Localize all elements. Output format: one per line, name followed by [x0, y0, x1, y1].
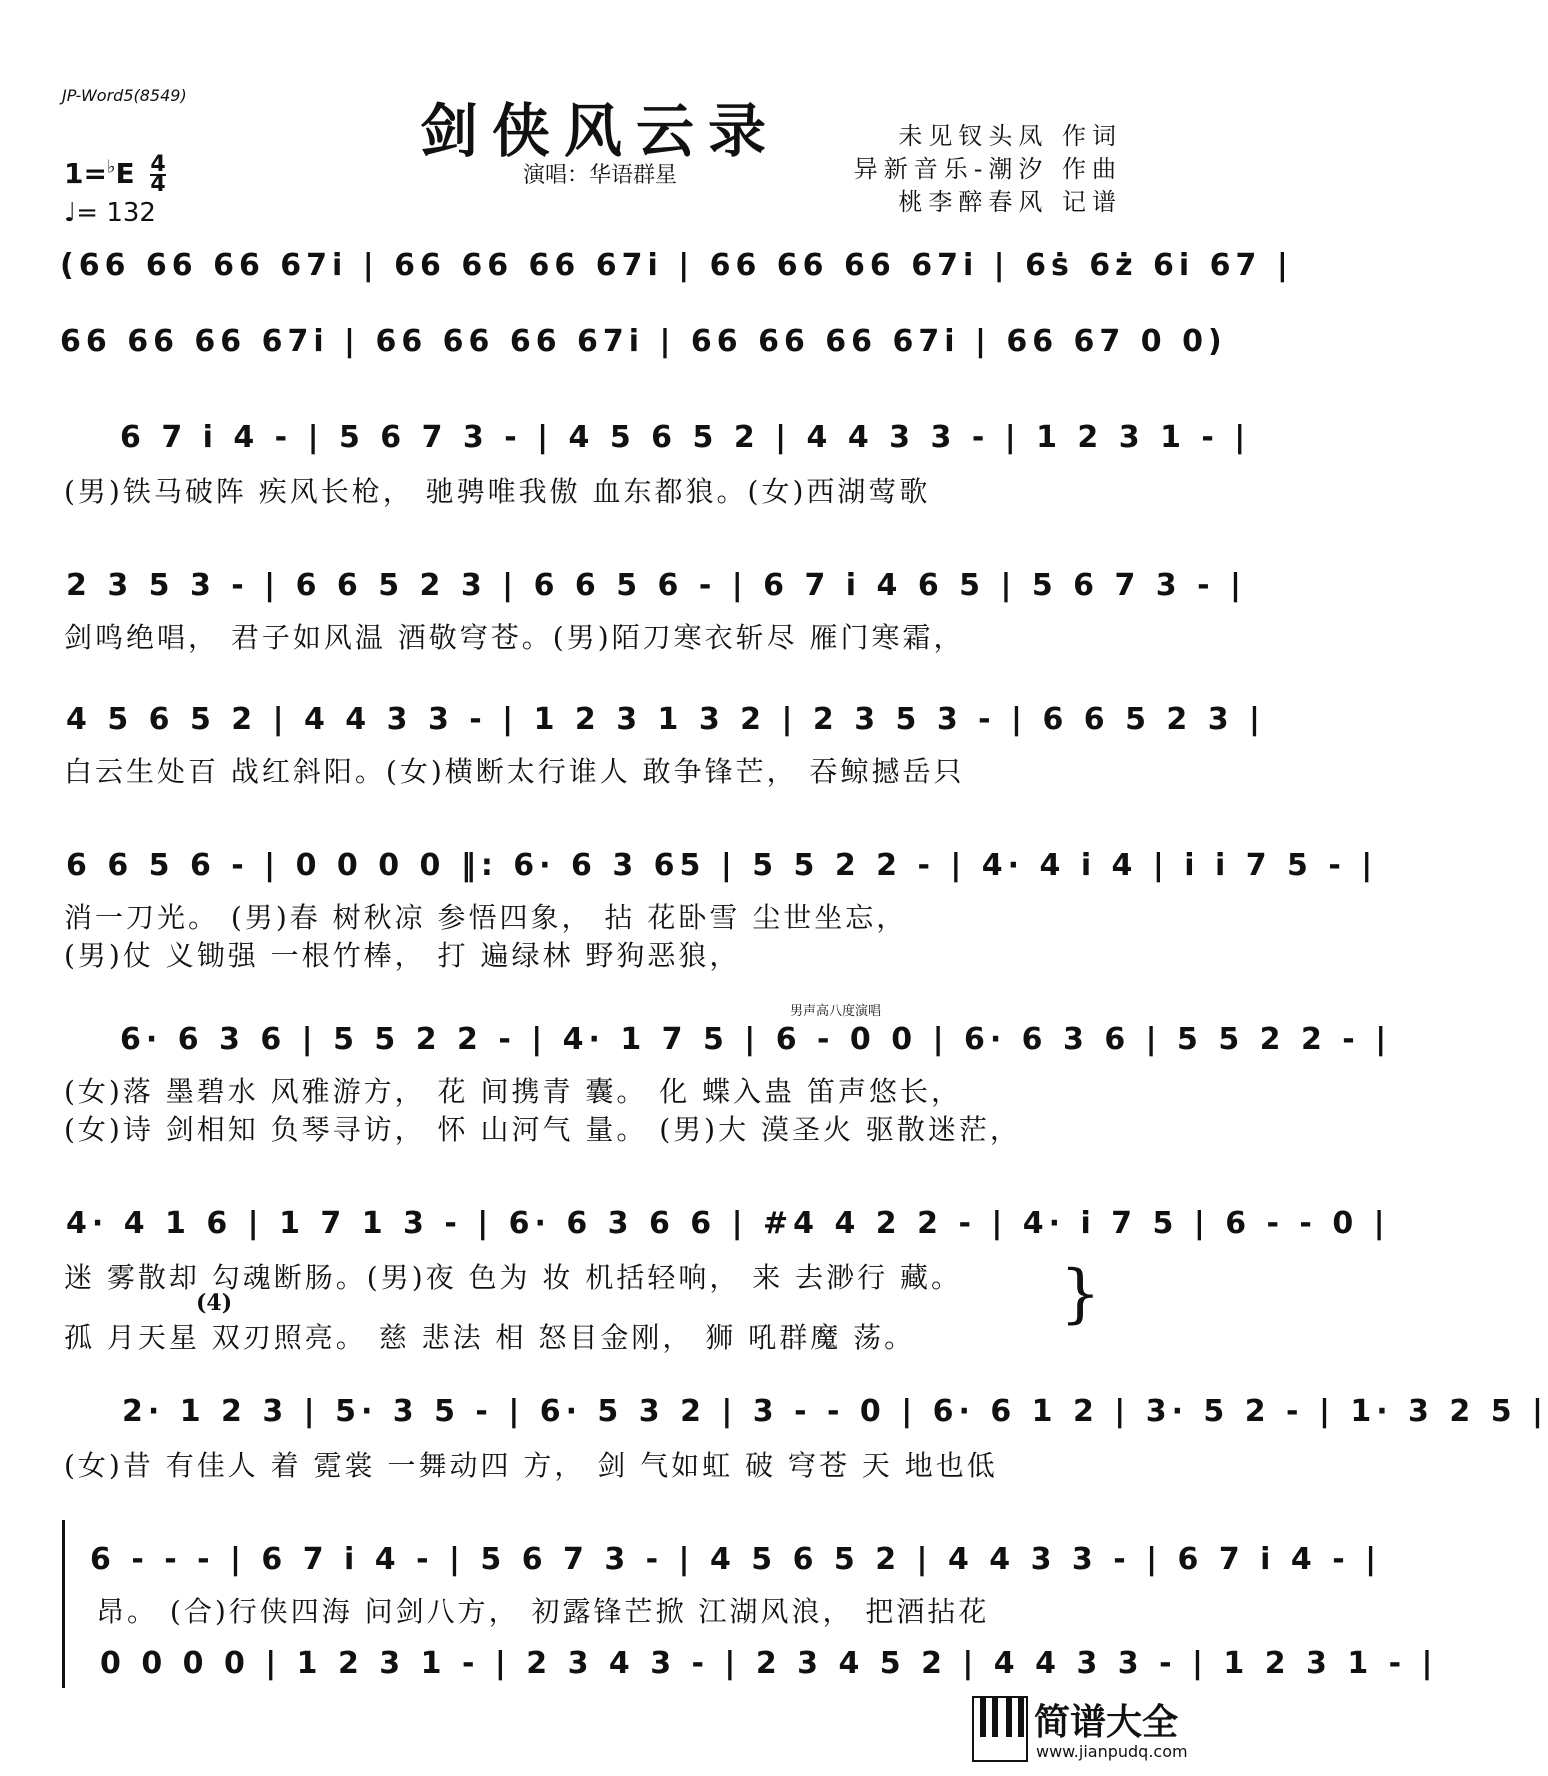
time-top: 4 — [150, 152, 166, 177]
system-8-lyrics-1: 迷 雾散却 勾魂断肠。(男)夜 色为 妆 机括轻响， 来 去渺行 藏。 — [64, 1261, 963, 1294]
system-7-notes: 6· 6 3 6 | 5 5 2 2 - | 4· 1 7 5 | 6 - 0 0 | 6· 6 3 6 | 5 5 2 2 - | — [120, 1022, 1392, 1057]
system-6-notes: 6 6 5 6 - | 0 0 0 0 ‖: 6· 6 3 65 | 5 5 2 2 - | 4· 4 i 4 | i i 7 5 - | — [66, 848, 1378, 883]
tempo-marking: ♩= 132 — [64, 198, 156, 228]
singer-label: 演唱：华语群星 — [522, 163, 677, 188]
key-note: E — [115, 157, 135, 190]
system-10-harmony-notes: 0 0 0 0 | 1 2 3 1 - | 2 3 4 3 - | 2 3 4 5 2 | 4 4 3 3 - | 1 2 3 1 - | — [100, 1646, 1438, 1681]
key-label: 1= — [64, 157, 107, 190]
verse-mark: (4) — [196, 1290, 233, 1316]
credit-composer: 异新音乐-潮汐 作曲 — [853, 155, 1122, 183]
source-label: JP-Word5(8549) — [62, 86, 187, 105]
system-9-lyrics: (女)昔 有佳人 着 霓裳 一舞动四 方， 剑 气如虹 破 穹苍 天 地也低 — [64, 1449, 998, 1482]
credit-lyricist: 未见钗头凤 作词 — [898, 122, 1122, 150]
time-bottom: 4 — [150, 172, 166, 197]
system-bracket — [62, 1520, 65, 1688]
system-7-lyrics-2: (女)诗 剑相知 负琴寻访， 怀 山河气 量。 (男)大 漠圣火 驱散迷茫， — [64, 1113, 1021, 1146]
system-10-notes: 6 - - - | 6 7 i 4 - | 5 6 7 3 - | 4 5 6 5 2 | 4 4 3 3 - | 6 7 i 4 - | — [90, 1542, 1382, 1577]
key-signature — [64, 152, 166, 197]
system-4-lyrics: 剑鸣绝唱， 君子如风温 酒敬穹苍。(男)陌刀寒衣斩尽 雁门寒霜， — [64, 621, 965, 654]
system-8-notes: 4· 4 1 6 | 1 7 1 3 - | 6· 6 3 6 6 | #4 4 2 2 - | 4· i 7 5 | 6 - - 0 | — [66, 1206, 1390, 1241]
watermark-name: 简谱大全 — [1034, 1702, 1179, 1743]
flat-sign: ♭ — [106, 156, 116, 178]
time-signature — [150, 152, 166, 197]
octave-annotation: 男声高八度演唱 — [790, 1004, 882, 1019]
system-6-lyrics-1: 消一刀光。 (男)春 树秋凉 参悟四象， 拈 花卧雪 尘世坐忘， — [64, 901, 908, 934]
system-3-lyrics: (男)铁马破阵 疾风长枪， 驰骋唯我傲 血东都狼。(女)西湖莺歌 — [64, 475, 931, 508]
system-10-lyrics: 昂。 (合)行侠四海 问剑八方， 初露锋芒掀 江湖风浪， 把酒拈花 — [96, 1595, 990, 1628]
system-3-notes: 6 7 i 4 - | 5 6 7 3 - | 4 5 6 5 2 | 4 4 3 3 - | 1 2 3 1 - | — [120, 420, 1251, 455]
brace-icon: } — [1060, 1257, 1101, 1331]
watermark — [972, 1690, 1192, 1770]
system-1-notes: (66 66 66 67i | 66 66 66 67i | 66 66 66 67i | 6ṡ 6ż 6i 67 | — [60, 248, 1293, 283]
system-9-notes: 2· 1 2 3 | 5· 3 5 - | 6· 5 3 2 | 3 - - 0 | 6· 6 1 2 | 3· 5 2 - | 1· 3 2 5 | — [122, 1394, 1548, 1429]
credits — [854, 120, 1122, 219]
system-6-lyrics-2: (男)仗 义锄强 一根竹棒， 打 遍绿林 野狗恶狼， — [64, 939, 741, 972]
system-5-lyrics: 白云生处百 战红斜阳。(女)横断太行谁人 敢争锋芒， 吞鲸撼岳只 — [64, 755, 965, 788]
piano-keys-icon — [972, 1696, 1028, 1762]
credit-transcriber: 桃李醉春风 记谱 — [898, 188, 1122, 216]
page-title: 剑侠风云录 — [419, 97, 780, 165]
system-7-lyrics-1: (女)落 墨碧水 风雅游方， 花 间携青 囊。 化 蝶入蛊 笛声悠长， — [64, 1075, 963, 1108]
system-5-notes: 4 5 6 5 2 | 4 4 3 3 - | 1 2 3 1 3 2 | 2 3 5 3 - | 6 6 5 2 3 | — [66, 702, 1265, 737]
system-8-lyrics-2: 孤 月天星 双刃照亮。 慈 悲法 相 怒目金刚， 狮 吼群魔 荡。 — [64, 1321, 916, 1354]
watermark-url: www.jianpudq.com — [1036, 1742, 1188, 1761]
system-2-notes: 66 66 66 67i | 66 66 66 67i | 66 66 66 67i | 66 67 0 0) — [60, 324, 1227, 359]
system-4-notes: 2 3 5 3 - | 6 6 5 2 3 | 6 6 5 6 - | 6 7 i 4 6 5 | 5 6 7 3 - | — [66, 568, 1246, 603]
